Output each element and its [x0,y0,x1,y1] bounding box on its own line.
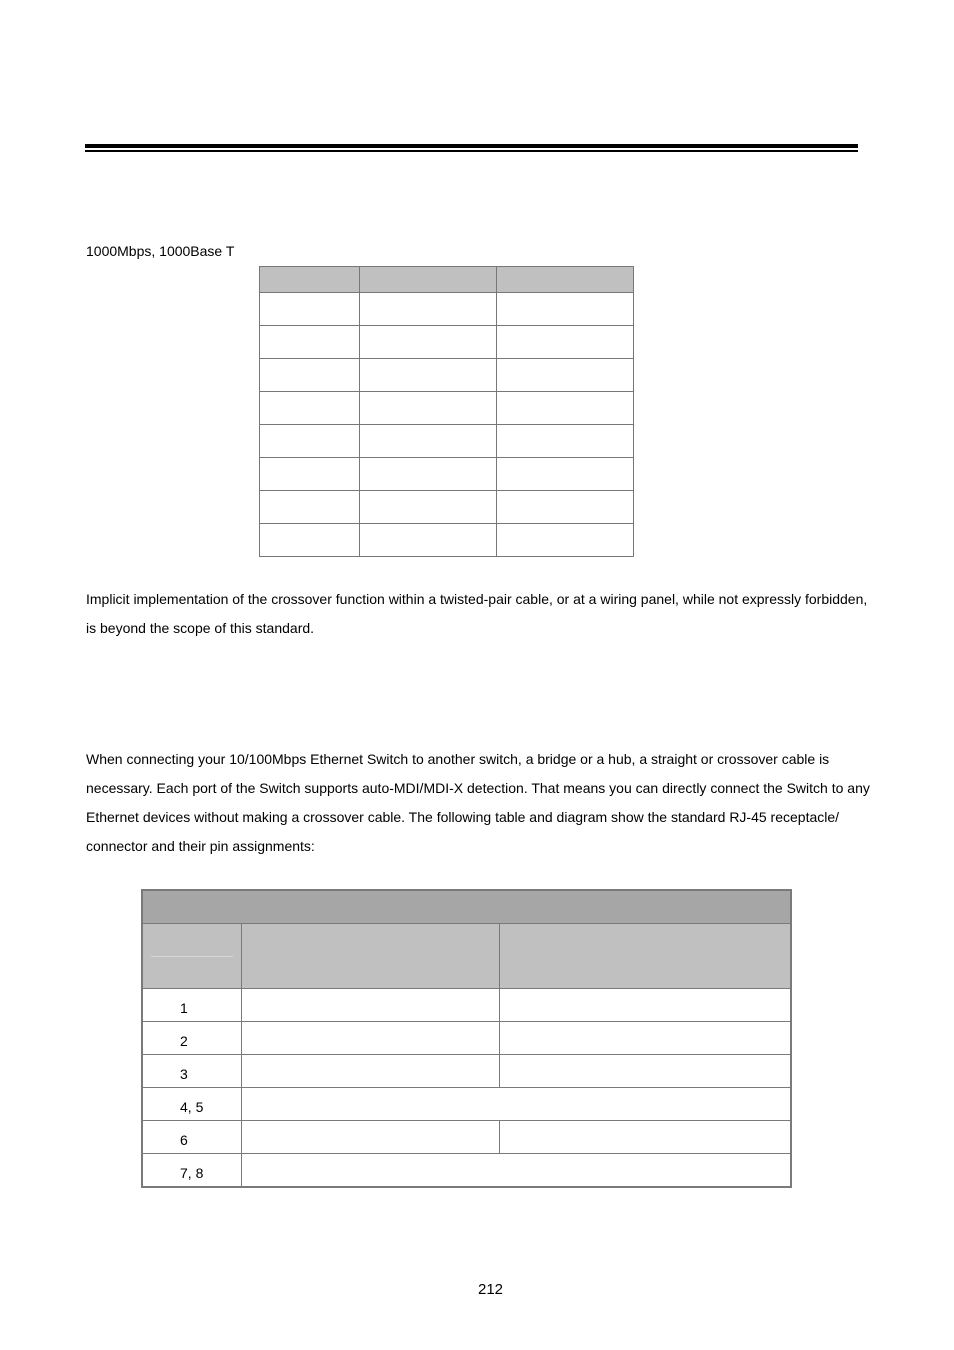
pin-number: 2 [142,1022,241,1055]
table-header-row [142,924,791,989]
table-row [260,524,634,557]
rj45-pin-assignment-table [141,889,792,1188]
header-rule-thick [85,144,858,148]
header-divider [151,956,233,957]
table-header-row [260,267,634,293]
pin-number: 1 [142,989,241,1022]
table-title-row [142,890,791,924]
rj45-intro-paragraph: When connecting your 10/100Mbps Ethernet Switch to another switch, a bridge or a hub, a straight or crossover cable is necessary. Each port of the Switch supports auto-MDI/MDI-X detection. That means you can directly connect the Switch to any Ethernet devices without making a crossover cable. The following table and diagram show the standard RJ-45 receptacle/ connector and their pin assignments: [86,751,870,854]
table-row [142,1055,791,1088]
table-row [142,1088,791,1121]
crossover-note-paragraph: Implicit implementation of the crossover function within a twisted-pair cable, or at a wiring panel, while not expressly forbidden, is beyond the scope of this standard. [86,591,868,636]
header-rule-thin [85,150,858,152]
table-row [142,1121,791,1154]
pin-number: 7, 8 [142,1154,241,1188]
page-number: 212 [477,1281,504,1298]
pin-number: 4, 5 [142,1088,241,1121]
table-row [260,326,634,359]
table1-caption: 1000Mbps, 1000Base T [86,243,235,259]
table-row [142,1022,791,1055]
table-row [260,425,634,458]
table-row [260,458,634,491]
table-row [260,359,634,392]
table-row [260,293,634,326]
pin-number: 6 [142,1121,241,1154]
pin-assignment-table-1000base-t [259,266,634,557]
table-row [260,491,634,524]
table-row [260,392,634,425]
table-row [142,1154,791,1188]
table-row [142,989,791,1022]
pin-number: 3 [142,1055,241,1088]
